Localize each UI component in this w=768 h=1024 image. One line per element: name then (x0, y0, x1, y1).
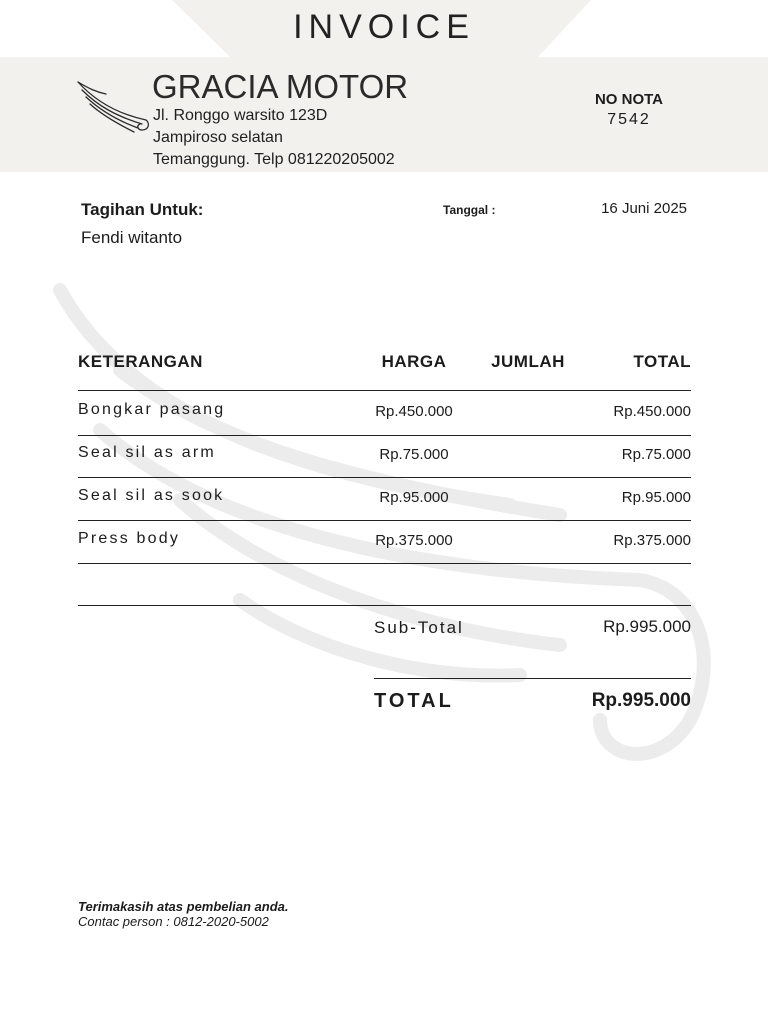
row-total: Rp.75.000 (621, 446, 691, 463)
row-total: Rp.95.000 (621, 489, 691, 506)
column-header-quantity: JUMLAH (491, 352, 565, 371)
subtotal-label: Sub-Total (374, 618, 464, 637)
address-line-1: Jl. Ronggo warsito 123D (153, 107, 328, 124)
column-header-total: TOTAL (633, 352, 691, 371)
thank-you-note: Terimakasih atas pembelian anda. (78, 899, 289, 914)
row-description: Seal sil as arm (78, 444, 216, 461)
address-line-3: Temanggung. Telp 081220205002 (153, 151, 395, 168)
company-name: GRACIA MOTOR (152, 68, 409, 105)
date-label: Tanggal : (443, 203, 496, 217)
invoice-date: 16 Juni 2025 (601, 200, 687, 217)
bill-to-label: Tagihan Untuk: (81, 200, 204, 219)
row-price: Rp.95.000 (379, 489, 449, 506)
row-total: Rp.375.000 (613, 532, 691, 549)
table-row (0, 434, 768, 477)
nota-label: NO NOTA (594, 91, 664, 108)
row-description: Press body (78, 530, 181, 547)
total-value: Rp.995.000 (591, 690, 691, 711)
subtotal-value: Rp.995.000 (603, 617, 691, 636)
total-label: TOTAL (374, 690, 454, 712)
column-header-price: HARGA (381, 352, 447, 371)
total-divider (374, 678, 691, 679)
contact-person: Contac person : 0812-2020-5002 (78, 914, 269, 929)
table-row (0, 520, 768, 563)
wing-logo-icon (76, 80, 152, 136)
nota-number: 7542 (607, 111, 651, 128)
table-row (0, 477, 768, 520)
row-description: Bongkar pasang (78, 401, 226, 418)
row-price: Rp.75.000 (379, 446, 449, 463)
row-price: Rp.450.000 (375, 403, 453, 420)
row-price: Rp.375.000 (375, 532, 453, 549)
invoice-title: INVOICE (293, 8, 475, 46)
bill-to-name: Fendi witanto (81, 228, 183, 247)
row-total: Rp.450.000 (613, 403, 691, 420)
row-description: Seal sil as sook (78, 487, 225, 504)
column-header-description: KETERANGAN (78, 352, 203, 371)
table-row (0, 391, 768, 434)
address-line-2: Jampiroso selatan (153, 129, 283, 146)
table-divider (78, 605, 691, 606)
table-divider (78, 563, 691, 564)
